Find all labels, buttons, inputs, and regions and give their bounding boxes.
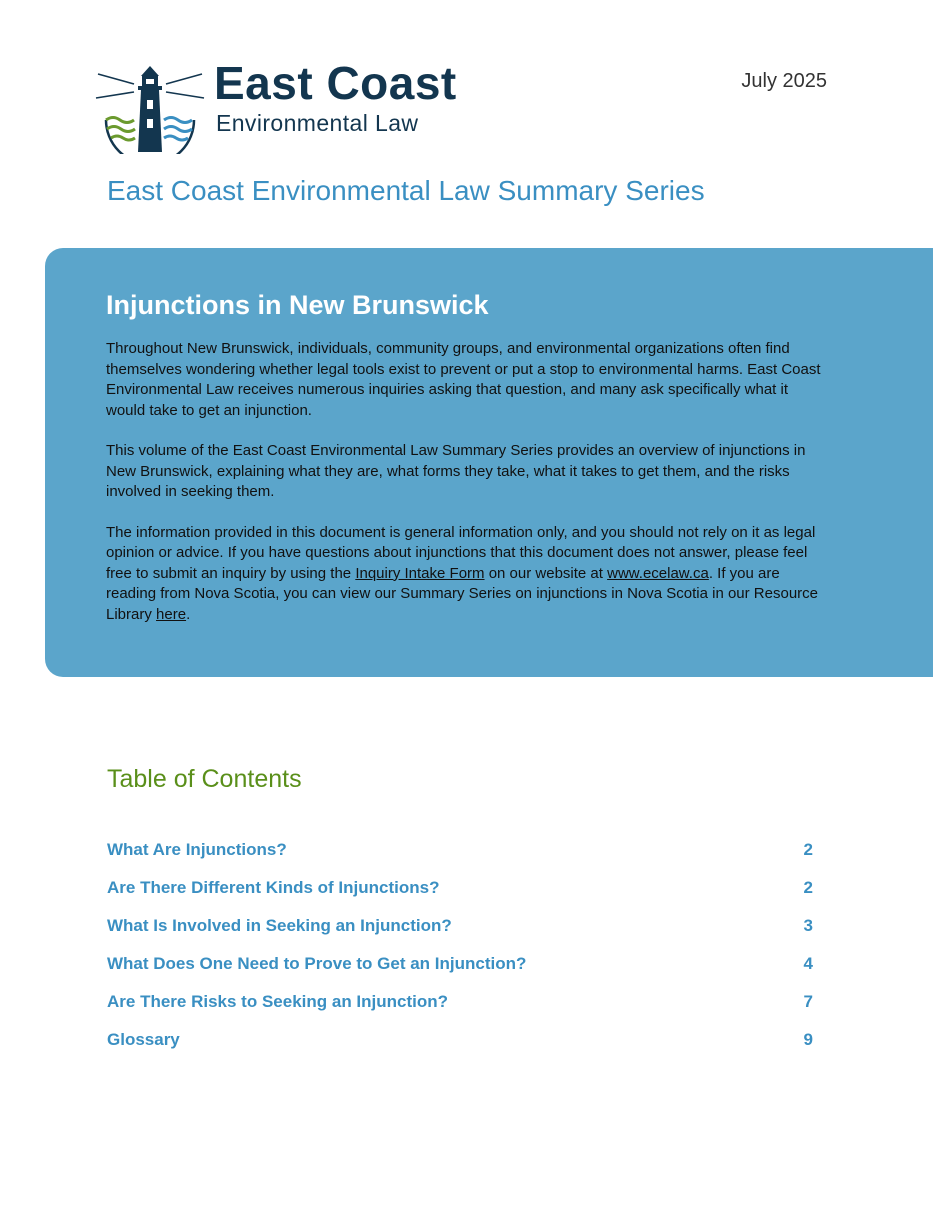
toc-title: Table of Contents xyxy=(107,765,302,793)
toc-item-label[interactable]: Are There Risks to Seeking an Injunction? xyxy=(107,992,449,1011)
toc-item-label[interactable]: What Is Involved in Seeking an Injunction? xyxy=(107,916,452,935)
toc-item[interactable] xyxy=(107,954,813,992)
toc-item[interactable] xyxy=(107,992,813,1030)
lighthouse-logo-icon xyxy=(94,64,206,154)
toc-item[interactable] xyxy=(107,840,813,878)
intro-paragraph-2: This volume of the East Coast Environmental Law Summary Series provides an overview of injunctions in New Brunswick, explaining what they are, what forms they take, what it takes to get them, and the risks involved in seeking them. xyxy=(106,442,806,500)
toc-item-page: 3 xyxy=(803,916,813,935)
toc-item-page: 7 xyxy=(803,992,813,1011)
toc-item[interactable] xyxy=(107,878,813,916)
toc-item[interactable] xyxy=(107,916,813,954)
intro-paragraph-3-text-2: on our website at xyxy=(484,564,608,582)
website-link[interactable]: www.ecelaw.ca xyxy=(607,564,709,582)
intro-paragraph-3-text-1: The information provided in this document is general information only, and you should not rely on it as legal opinion or advice. If you have questions about injunctions that this document does not answer, please feel free to submit an inquiry by using the xyxy=(106,523,816,582)
intro-paragraph-1: Throughout New Brunswick, individuals, community groups, and environmental organizations often find themselves wondering whether legal tools exist to prevent or put a stop to environmental harms. East Coast Environmental Law receives numerous inquiries asking that question, and many ask specifically what it would take to get an injunction. xyxy=(106,340,821,419)
logo-title: East Coast xyxy=(214,57,457,109)
toc-item-page: 9 xyxy=(803,1030,813,1049)
toc-item-label[interactable]: What Are Injunctions? xyxy=(107,840,287,859)
resource-library-here-link[interactable]: here xyxy=(156,605,187,623)
toc-item-label[interactable]: Are There Different Kinds of Injunctions? xyxy=(107,878,440,897)
intro-content xyxy=(106,290,826,645)
page-title: Injunctions in New Brunswick xyxy=(106,290,489,320)
toc-item-page: 4 xyxy=(803,954,813,973)
intro-box xyxy=(45,248,933,677)
toc-item[interactable] xyxy=(107,1030,813,1068)
table-of-contents xyxy=(107,840,813,1068)
toc-item-page: 2 xyxy=(803,840,813,859)
intro-paragraph-3-text-4: . xyxy=(186,605,191,623)
toc-item-label[interactable]: Glossary xyxy=(107,1030,180,1049)
logo xyxy=(94,57,464,154)
intro-paragraph-3 xyxy=(106,523,826,626)
series-title: East Coast Environmental Law Summary Series xyxy=(107,175,705,206)
document-date: July 2025 xyxy=(741,70,827,92)
toc-item-label[interactable]: What Does One Need to Prove to Get an Injunction? xyxy=(107,954,527,973)
toc-item-page: 2 xyxy=(803,878,813,897)
inquiry-intake-form-link[interactable]: Inquiry Intake Form xyxy=(355,564,485,582)
logo-subtitle: Environmental Law xyxy=(216,110,419,136)
intro-paragraph-3-text-3: . If you are reading from Nova Scotia, you can view our Summary Series on injunctions in Nova Scotia in our Resource Library xyxy=(106,564,819,623)
